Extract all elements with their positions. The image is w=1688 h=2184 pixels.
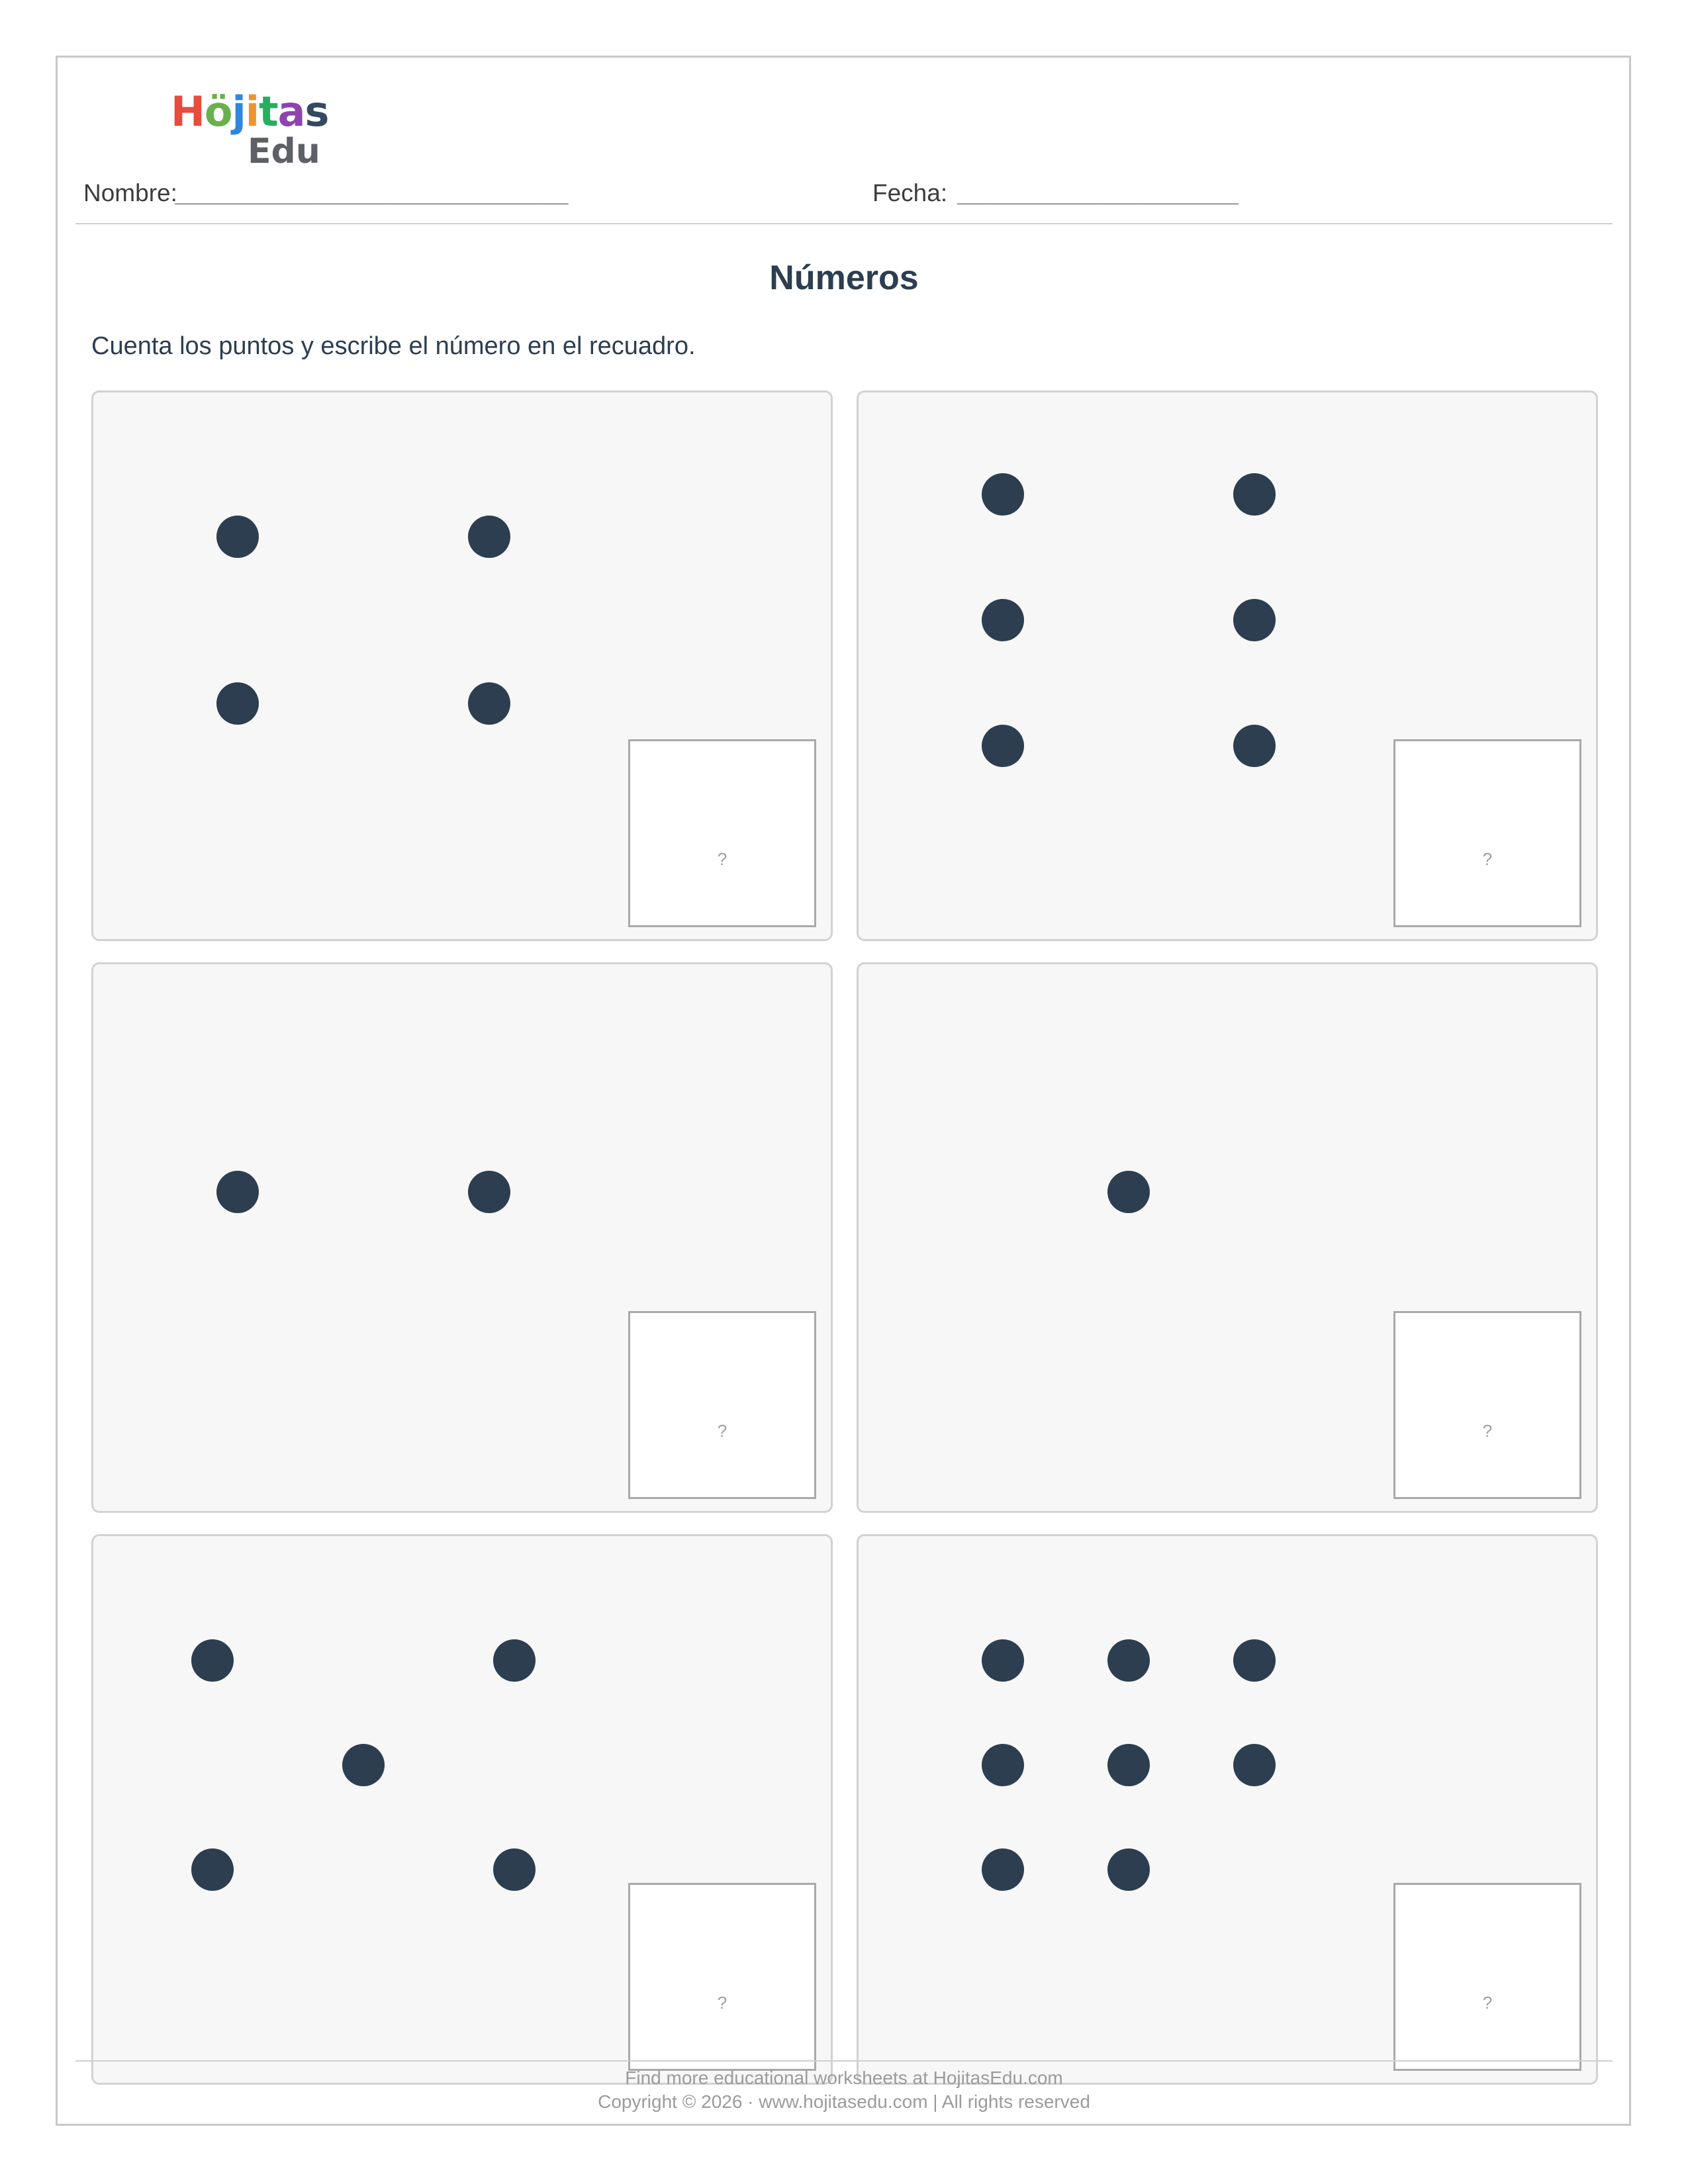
logo-letter: s — [305, 87, 329, 136]
count-dot — [982, 1848, 1024, 1891]
logo-wordmark — [171, 87, 328, 136]
answer-hint: ? — [717, 1993, 727, 2013]
header-divider — [75, 223, 1613, 224]
count-dot — [468, 1171, 510, 1213]
logo-letter: H — [171, 87, 205, 136]
count-dot — [191, 1848, 234, 1891]
counting-card — [857, 962, 1598, 1513]
instructions: Cuenta los puntos y escribe el número en el recuadro. — [91, 332, 696, 360]
count-dot — [468, 516, 510, 558]
footer-copyright: Copyright © 2026 · www.hojitasedu.com | All rights reserved — [598, 2091, 1090, 2112]
count-dot — [216, 516, 259, 558]
count-dot — [493, 1639, 536, 1682]
count-dot — [216, 1171, 259, 1213]
counting-card — [857, 1534, 1598, 2085]
count-dot — [1233, 725, 1276, 767]
answer-box[interactable] — [1393, 1883, 1581, 2071]
count-dot — [468, 682, 510, 725]
footer-promo: Find more educational worksheets at HojitasEdu.com — [625, 2068, 1063, 2088]
logo-letter: t — [259, 87, 278, 136]
answer-hint: ? — [717, 1421, 727, 1441]
answer-box[interactable] — [1393, 1311, 1581, 1499]
date-field[interactable]: ____________________ — [957, 182, 1239, 210]
page-title: Números — [769, 259, 919, 297]
name-label: Nombre: — [83, 179, 177, 206]
count-dot — [982, 1639, 1024, 1682]
count-dot — [1107, 1848, 1150, 1891]
count-dot — [982, 1744, 1024, 1786]
count-dot — [493, 1848, 536, 1891]
logo-letter: a — [277, 87, 305, 136]
count-dot — [1233, 599, 1276, 641]
counting-card — [857, 390, 1598, 941]
count-dot — [982, 473, 1024, 516]
logo-letter: i — [245, 87, 259, 136]
answer-box[interactable] — [628, 739, 816, 927]
logo-letter: ö — [204, 87, 232, 136]
count-dot — [982, 725, 1024, 767]
count-dot — [1107, 1639, 1150, 1682]
answer-box[interactable] — [628, 1883, 816, 2071]
date-label: Fecha: — [872, 179, 948, 206]
count-dot — [982, 599, 1024, 641]
count-dot — [1233, 1639, 1276, 1682]
count-dot — [342, 1744, 385, 1786]
count-dot — [191, 1639, 234, 1682]
logo-subtitle: Edu — [248, 132, 320, 171]
logo-letter: j — [232, 87, 246, 136]
counting-card — [91, 962, 833, 1513]
answer-hint: ? — [1482, 849, 1493, 869]
answer-hint: ? — [1482, 1993, 1493, 2013]
count-dot — [1107, 1171, 1150, 1213]
count-dot — [1233, 473, 1276, 516]
answer-hint: ? — [1482, 1421, 1493, 1441]
hojitas-edu-logo — [171, 87, 330, 173]
count-dot — [216, 682, 259, 725]
name-field[interactable]: ____________________________ — [175, 182, 568, 210]
counting-card — [91, 1534, 833, 2085]
answer-box[interactable] — [628, 1311, 816, 1499]
answer-box[interactable] — [1393, 739, 1581, 927]
answer-hint: ? — [717, 849, 727, 869]
counting-card — [91, 390, 833, 941]
count-dot — [1233, 1744, 1276, 1786]
count-dot — [1107, 1744, 1150, 1786]
footer-divider — [75, 2060, 1613, 2062]
